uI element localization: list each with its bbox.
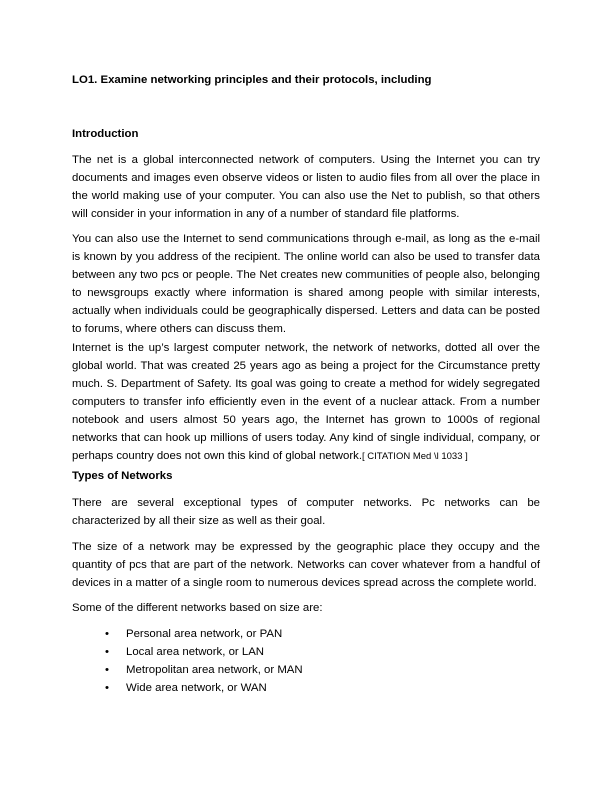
paragraph-text: Internet is the up’s largest computer network, the network of networks, dotted all over the global world. That was created 25 years ago as being a project for the Circumstance pretty much. S. Department of Safety. Its goal was going to create a method for widely segregated computers to transfer info efficiently even in the event of a nuclear attack. From a number notebook and users almost 50 years ago, the Internet has grown to 1000s of regional networks that can hook up millions of users today. Any kind of single individual, company, or perhaps country does not own this kind of global network.: [72, 342, 540, 462]
list-item: • Local area network, or LAN: [72, 643, 540, 661]
paragraph: Some of the different networks based on size are:: [72, 602, 323, 614]
paragraph: There are several exceptional types of computer networks. Pc networks can be characterized by all their size as well as their goal.: [72, 497, 540, 527]
document-title: LO1. Examine networking principles and their protocols, including: [72, 74, 432, 86]
list-item: • Personal area network, or PAN: [72, 625, 540, 643]
section-heading-introduction: Introduction: [72, 128, 139, 140]
list-item: • Wide area network, or WAN: [72, 679, 540, 697]
section-heading-types: Types of Networks: [72, 470, 173, 482]
citation-field: [ CITATION Med \l 1033 ]: [362, 451, 468, 462]
paragraph: [72, 339, 540, 466]
paragraph: You can also use the Internet to send communications through e-mail, as long as the e-mail is known by you address of the recipient. The online world can also be used to transfer data between any two pcs or people. The Net creates new communities of people also, belonging to newsgroups exactly where information is shared among people with similar interests, actually when individuals could be geographically dispersed. Letters and data can be posted to forums, where others can discuss them.: [72, 233, 540, 335]
paragraph: The net is a global interconnected network of computers. Using the Internet you can try documents and images even observe videos or listen to audio files from all over the place in the world making use of your computer. You can also use the Net to publish, so that others will consider in your information in any of a number of standard file platforms.: [72, 154, 540, 220]
paragraph: The size of a network may be expressed by the geographic place they occupy and the quantity of pcs that are part of the network. Networks can cover whatever from a handful of devices in a matter of a single room to numerous devices spread across the complete world.: [72, 541, 540, 589]
list-item: • Metropolitan area network, or MAN: [72, 661, 540, 679]
network-types-list: [72, 625, 540, 697]
